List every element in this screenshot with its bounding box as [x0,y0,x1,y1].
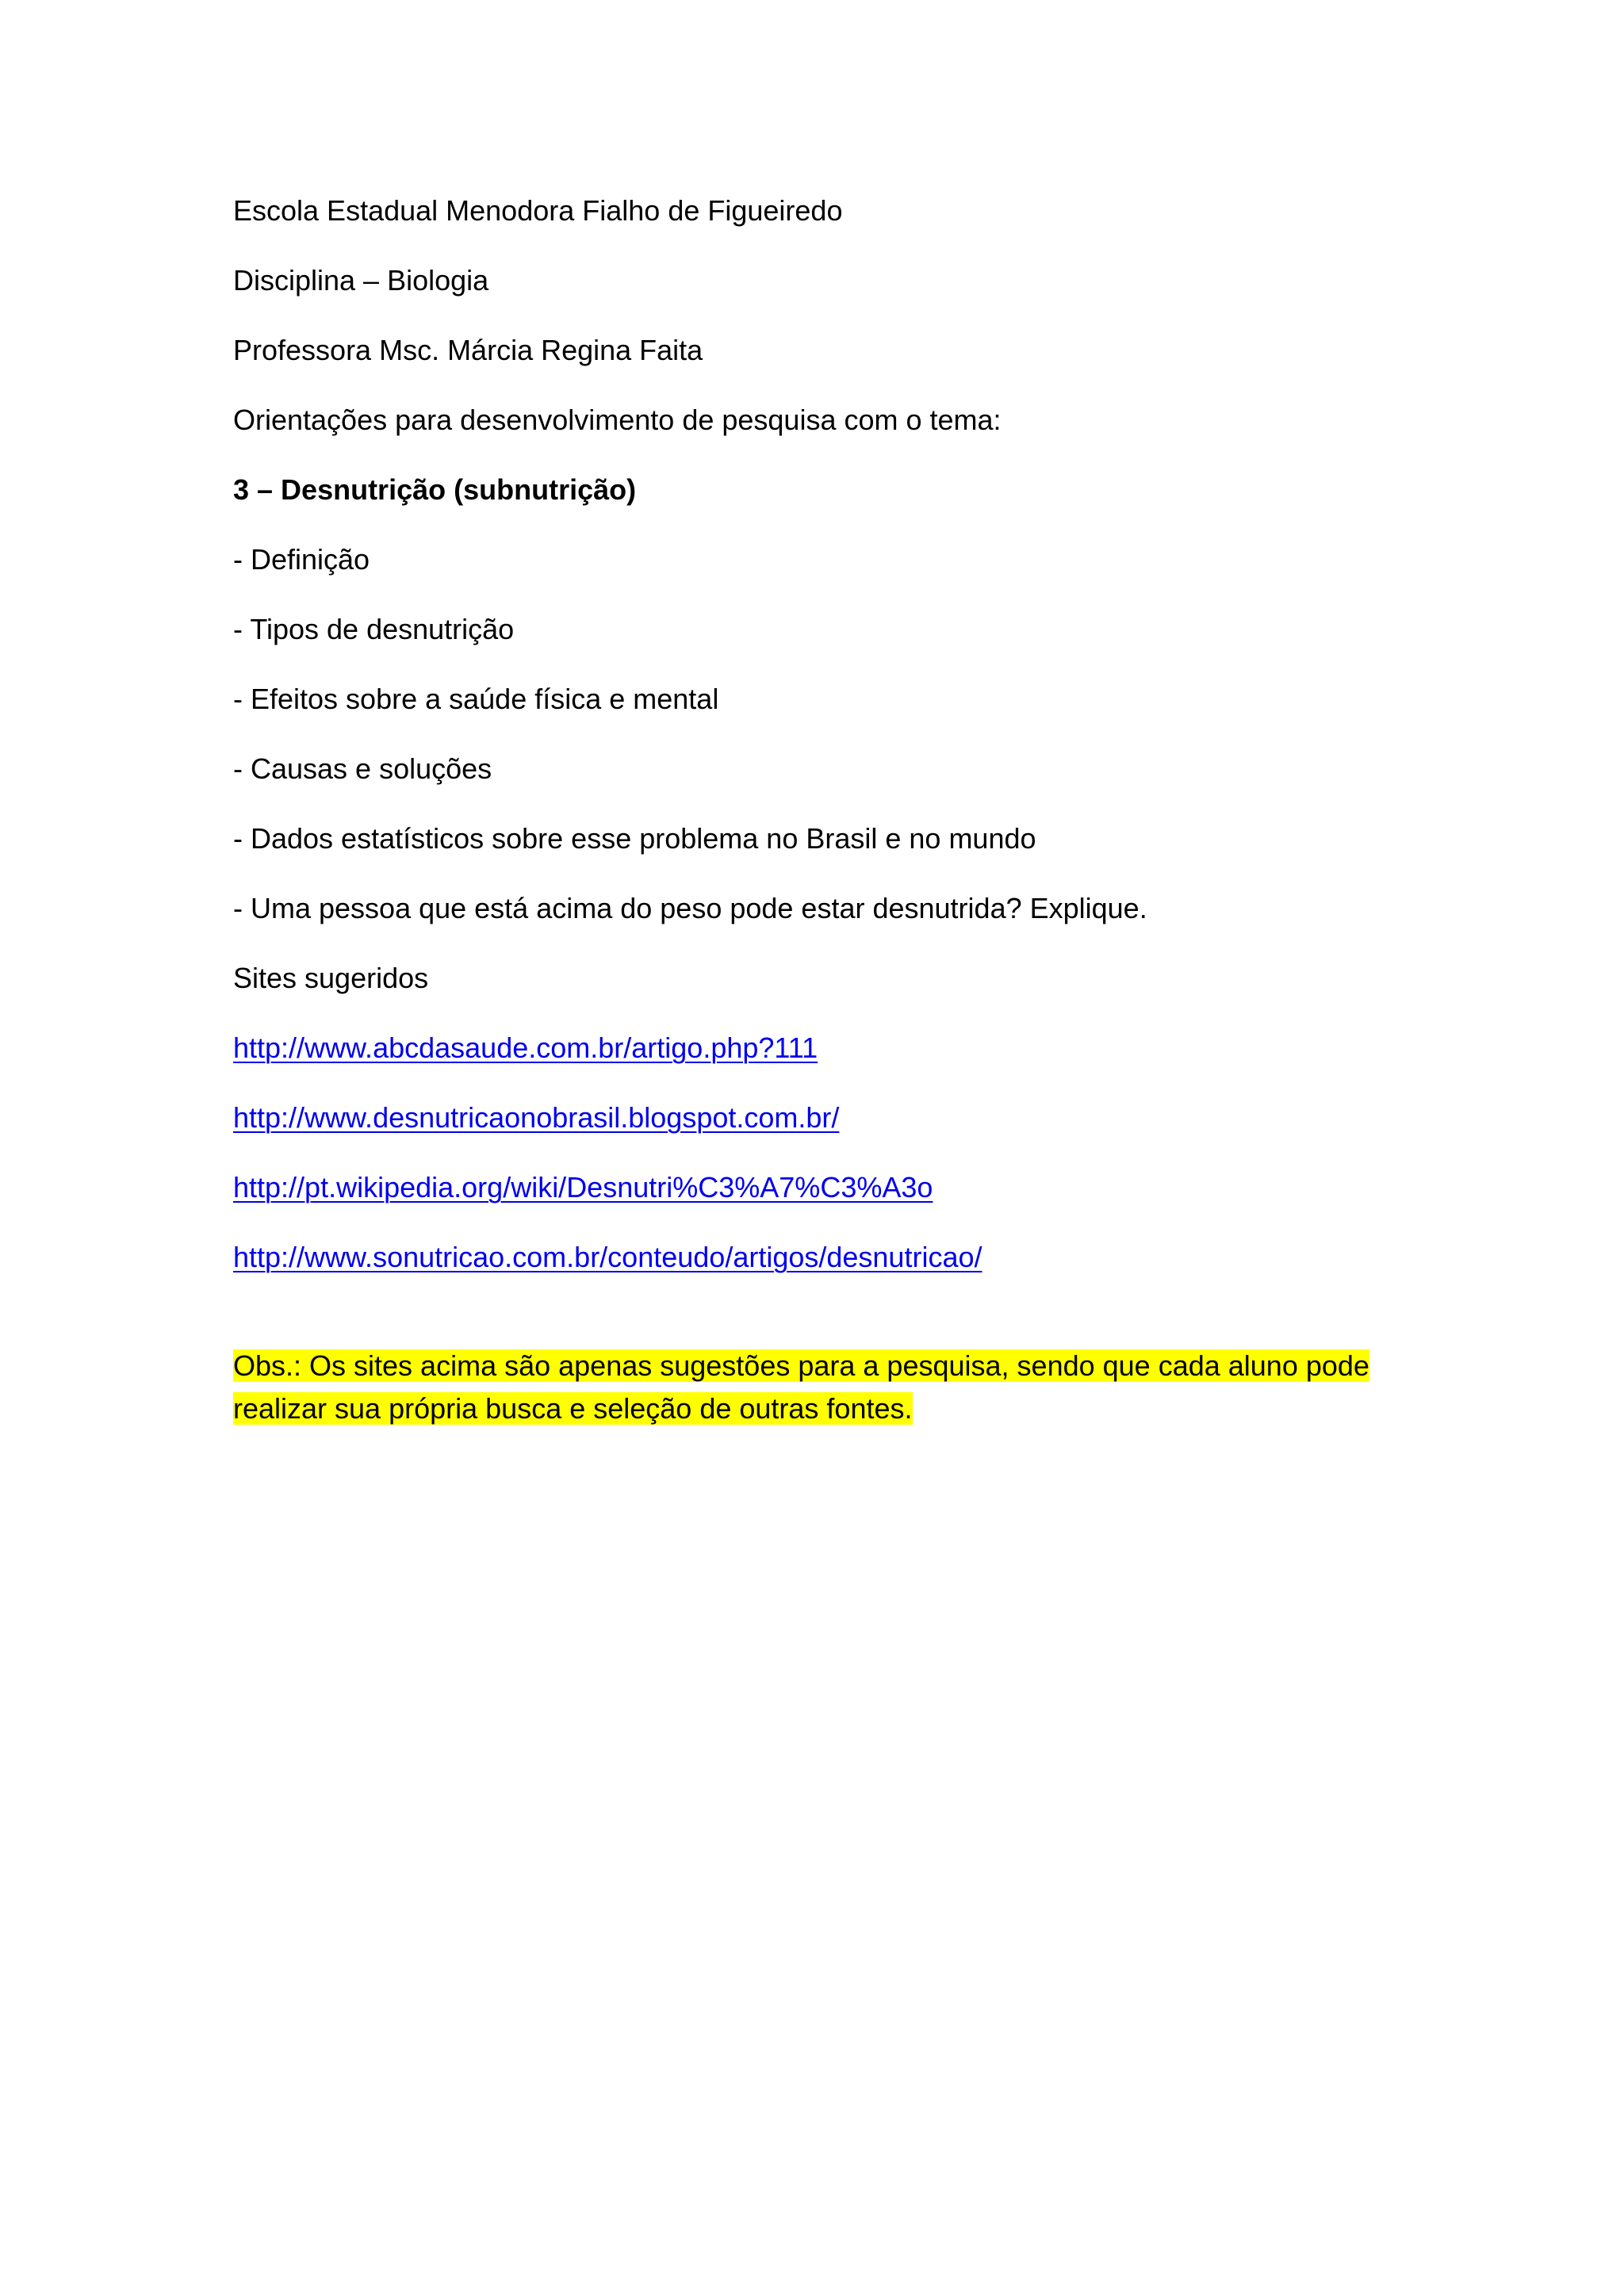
topic-item-effects: - Efeitos sobre a saúde física e mental [233,683,719,715]
discipline: Disciplina – Biologia [233,264,489,297]
school-name: Escola Estadual Menodora Fialho de Figueiredo [233,194,843,227]
observation-note [233,1345,1407,1430]
site-link-desnutricaonobrasil[interactable]: http://www.desnutricaonobrasil.blogspot.com.br/ [233,1101,840,1134]
site-link-wikipedia[interactable]: http://pt.wikipedia.org/wiki/Desnutri%C3%A7%C3%A3o [233,1171,933,1203]
document-body [233,193,1407,1430]
site-link-row [233,1240,1407,1275]
research-intro: Orientações para desenvolvimento de pesquisa com o tema: [233,404,1002,436]
site-link-sonutricao[interactable]: http://www.sonutricao.com.br/conteudo/artigos/desnutricao/ [233,1241,982,1273]
topic-title: 3 – Desnutrição (subnutrição) [233,473,637,506]
teacher-name: Professora Msc. Márcia Regina Faita [233,334,703,366]
observation-line-2: realizar sua própria busca e seleção de outras fontes. [233,1392,913,1425]
topic-item-causes: - Causas e soluções [233,752,492,785]
site-link-row [233,1170,1407,1205]
topic-item-definition: - Definição [233,543,370,576]
topic-item-types: - Tipos de desnutrição [233,613,515,645]
observation-line-1: Obs.: Os sites acima são apenas sugestões para a pesquisa, sendo que cada aluno pode [233,1349,1369,1382]
topic-item-statistics: - Dados estatísticos sobre esse problema no Brasil e no mundo [233,822,1036,855]
site-link-row [233,1100,1407,1135]
sites-heading: Sites sugeridos [233,962,429,994]
topic-item-question: - Uma pessoa que está acima do peso pode estar desnutrida? Explique. [233,892,1147,924]
site-link-row [233,1031,1407,1066]
site-link-abcdasaude[interactable]: http://www.abcdasaude.com.br/artigo.php?111 [233,1031,818,1064]
